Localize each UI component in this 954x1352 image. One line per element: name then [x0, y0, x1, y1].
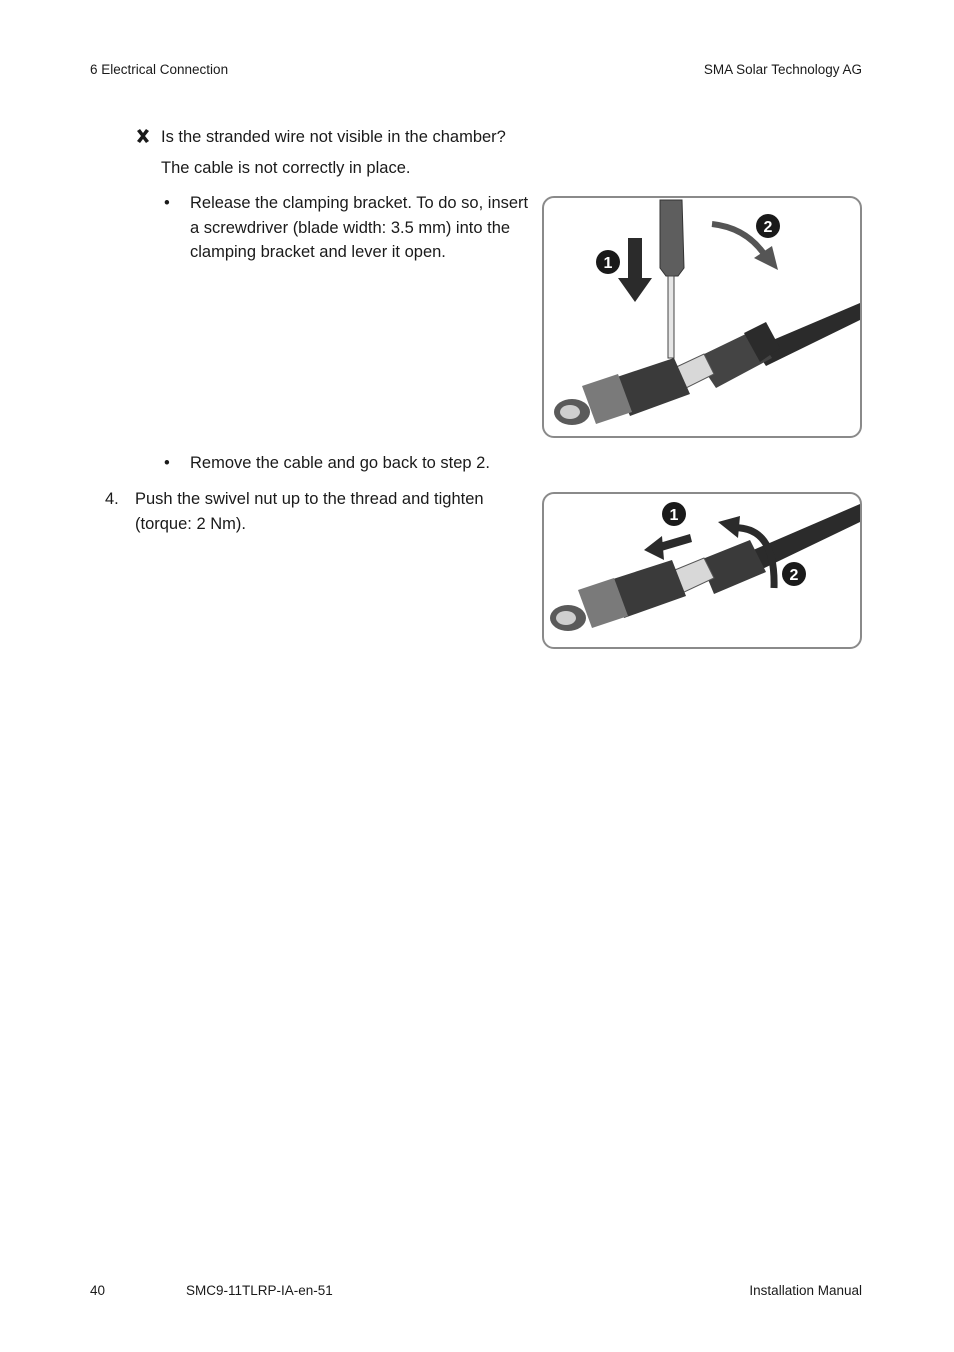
footer-page-number: 40: [90, 1283, 106, 1298]
header-company: SMA Solar Technology AG: [703, 62, 862, 77]
figure-tighten-nut: [542, 492, 862, 649]
bullet-marker: •: [164, 194, 170, 212]
marker-2: 2: [763, 219, 773, 236]
bullet-marker: •: [164, 454, 170, 472]
bullet-release-bracket: Release the clamping bracket. To do so, insert a screwdriver (blade width: 3.5 mm) into the clamping bracket and lever it open.: [190, 194, 529, 261]
footer-doc-type: Installation Manual: [749, 1283, 862, 1298]
marker-1: 1: [603, 255, 613, 272]
footer-doc-code: SMC9-11TLRP-IA-en-51: [186, 1283, 333, 1298]
figure-release-clamp: [542, 196, 862, 438]
step-number: 4.: [105, 490, 119, 508]
cross-icon: [135, 125, 151, 150]
bullet-remove-cable: Remove the cable and go back to step 2.: [190, 454, 490, 472]
marker-2: 2: [789, 567, 799, 584]
screwdriver-clamp-release-illustration: [544, 198, 860, 436]
header-section-title: 6 Electrical Connection: [90, 62, 229, 77]
swivel-nut-tighten-illustration: [544, 494, 860, 647]
check-question: Is the stranded wire not visible in the chamber?: [161, 128, 506, 146]
marker-1: 1: [669, 507, 679, 524]
step-text: Push the swivel nut up to the thread and tighten (torque: 2 Nm).: [135, 490, 484, 533]
check-result: The cable is not correctly in place.: [161, 159, 411, 177]
